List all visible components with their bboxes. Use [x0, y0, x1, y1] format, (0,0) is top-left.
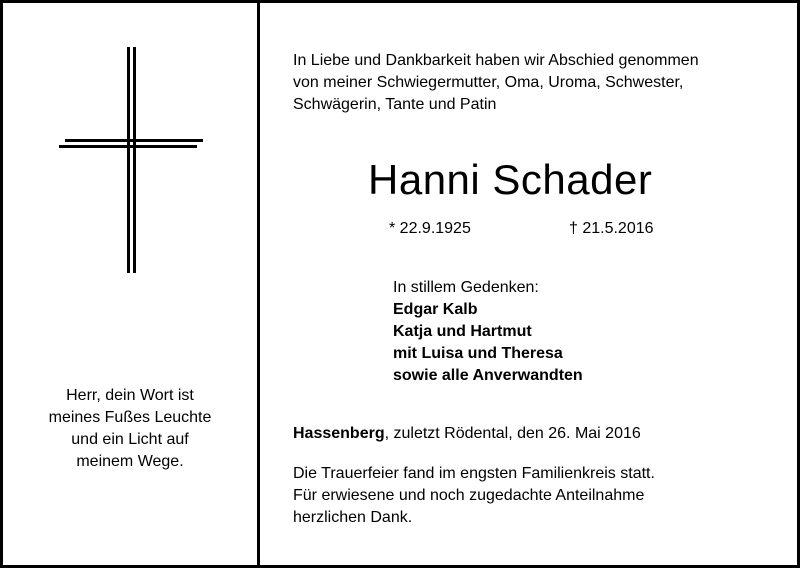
mourners-heading: In stillem Gedenken: [393, 279, 539, 296]
mourner-name: Edgar Kalb [393, 301, 478, 318]
double-line-cross-icon [59, 47, 203, 273]
closing-line: Die Trauerfeier fand im engsten Familienkreis statt. [293, 465, 655, 482]
birth-date: * 22.9.1925 [389, 220, 471, 237]
place-date-rest: , zuletzt Rödental, den 26. Mai 2016 [384, 425, 641, 442]
mourners-block [393, 277, 583, 387]
intro-line: In Liebe und Dankbarkeit haben wir Abschied genommen [293, 52, 699, 69]
closing-line: herzlichen Dank. [293, 509, 413, 526]
vertical-divider [257, 3, 260, 565]
bible-verse [3, 385, 257, 473]
intro-text [293, 50, 699, 116]
closing-text [293, 463, 655, 529]
place-and-date [293, 423, 641, 445]
mourner-name: Katja und Hartmut [393, 323, 532, 340]
mourner-name: mit Luisa und Theresa [393, 345, 563, 362]
intro-line: von meiner Schwiegermutter, Oma, Uroma, Schwester, [293, 74, 684, 91]
closing-line: Für erwiesene und noch zugedachte Anteilnahme [293, 487, 645, 504]
death-date: † 21.5.2016 [569, 220, 654, 237]
place-name: Hassenberg [293, 425, 385, 442]
bible-verse-line: und ein Licht auf [71, 431, 189, 448]
intro-line: Schwägerin, Tante und Patin [293, 96, 497, 113]
bible-verse-line: meinem Wege. [76, 453, 184, 470]
bible-verse-line: meines Fußes Leuchte [48, 409, 212, 426]
deceased-name: Hanni Schader [368, 156, 653, 203]
bible-verse-line: Herr, dein Wort ist [66, 387, 194, 404]
mourner-name: sowie alle Anverwandten [393, 367, 583, 384]
